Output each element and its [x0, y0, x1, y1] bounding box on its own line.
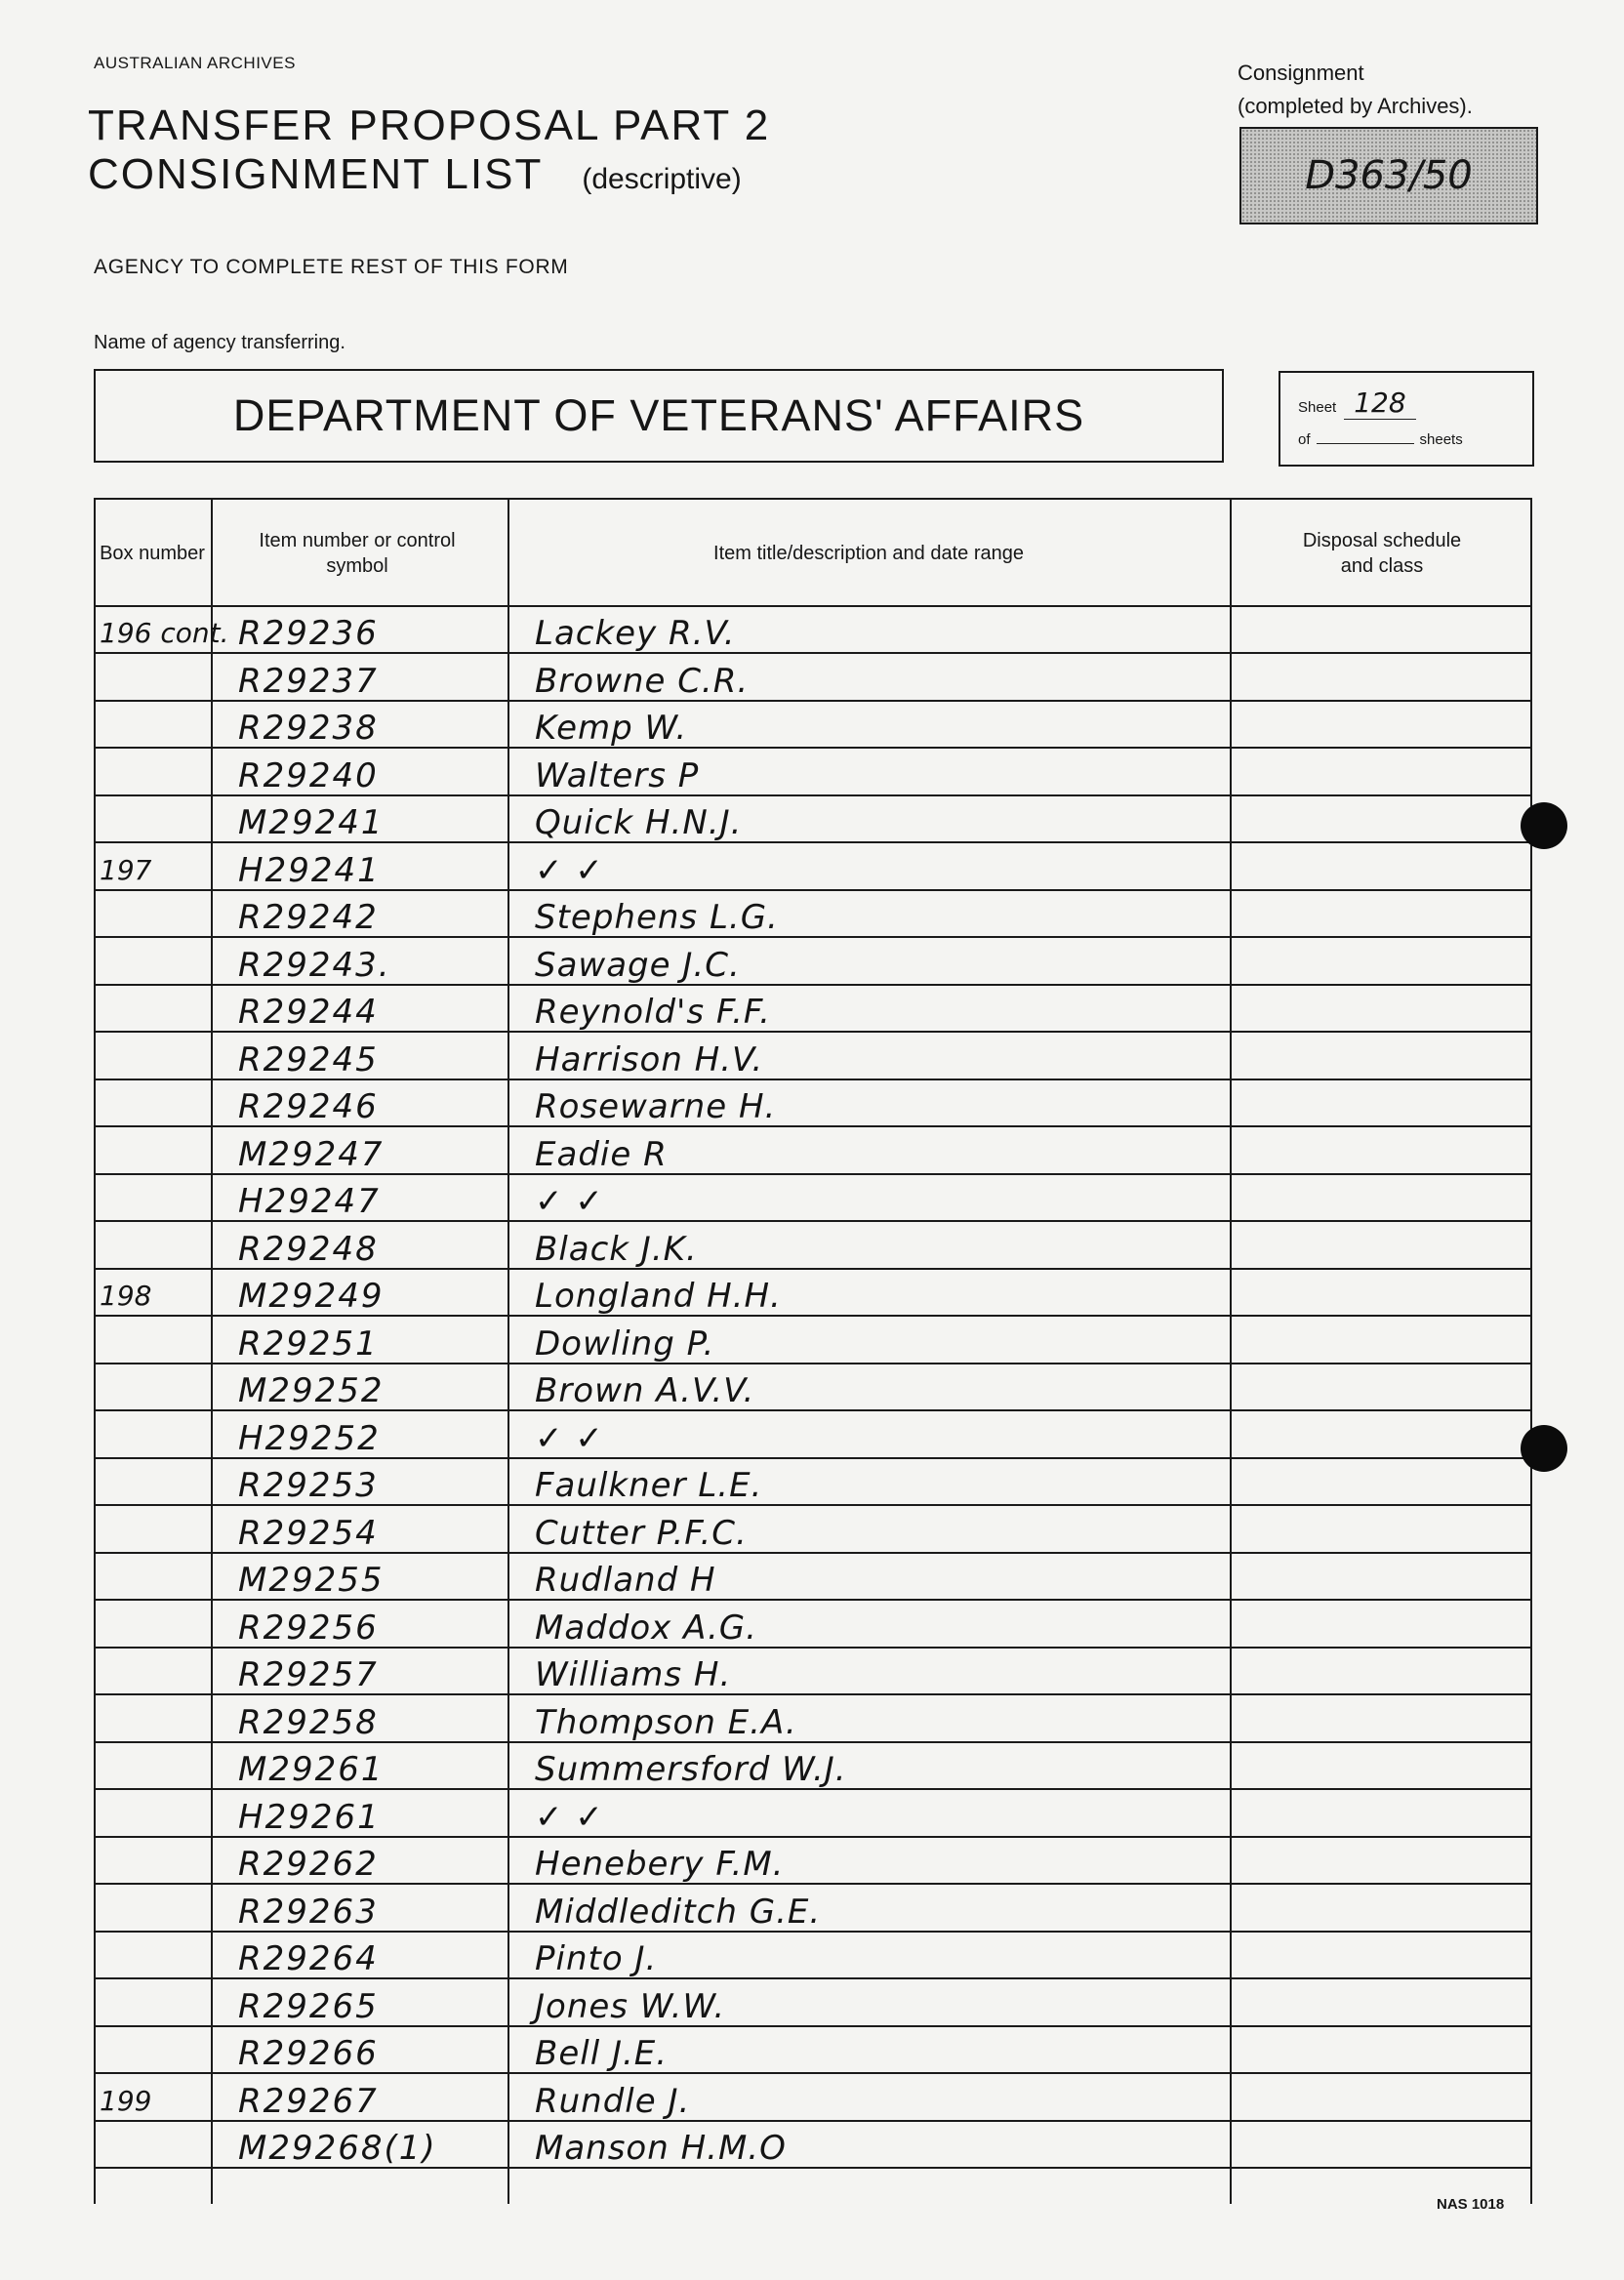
table-row [94, 1791, 1532, 1838]
table-row [94, 2075, 1532, 2122]
row-disposal [1230, 1128, 1522, 1175]
consignment-label-block [1238, 57, 1473, 123]
punch-hole [1521, 1425, 1567, 1472]
table-row [94, 1080, 1532, 1127]
row-item-title: Lackey R.V. [535, 614, 736, 653]
row-item-title: Harrison H.V. [535, 1039, 764, 1079]
table-row [94, 844, 1532, 891]
form-title [88, 102, 770, 204]
row-item-title: Quick H.N.J. [535, 803, 743, 842]
table-header [94, 498, 1532, 607]
form-code: NAS 1018 [1437, 2196, 1505, 2213]
row-disposal [1230, 1507, 1522, 1554]
row-item-title: Rudland H [535, 1561, 716, 1600]
consignment-note: (completed by Archives). [1238, 94, 1473, 118]
row-box-number [100, 1080, 207, 1127]
row-box-number: 197 [100, 853, 152, 886]
row-box-number [100, 2027, 207, 2074]
form-title-line2: CONSIGNMENT LIST [88, 150, 544, 198]
sheet-label: Sheet [1298, 399, 1337, 416]
row-item-title: Middleditch G.E. [535, 1892, 822, 1932]
table-row [94, 702, 1532, 749]
agency-name-box [94, 369, 1224, 463]
consignment-number-box [1239, 127, 1538, 224]
row-box-number [100, 891, 207, 938]
row-item-number: R29242 [238, 898, 379, 937]
row-item-title: Sawage J.C. [535, 945, 741, 985]
table-row [94, 891, 1532, 938]
form-title-sub: (descriptive) [582, 163, 742, 195]
table-row [94, 1838, 1532, 1885]
row-item-number: R29256 [238, 1608, 379, 1648]
row-disposal [1230, 1223, 1522, 1270]
row-disposal [1230, 2122, 1522, 2169]
table-row [94, 1696, 1532, 1743]
row-disposal [1230, 986, 1522, 1033]
table-row [94, 607, 1532, 654]
row-item-title: Longland H.H. [535, 1277, 782, 1316]
agency-name-label: Name of agency transferring. [94, 332, 345, 353]
table-row [94, 1459, 1532, 1506]
row-disposal [1230, 1649, 1522, 1695]
row-item-number: M29249 [238, 1277, 385, 1316]
consignment-number: D363/50 [1305, 153, 1473, 198]
table-row [94, 796, 1532, 843]
row-item-title: Reynold's F.F. [535, 993, 771, 1032]
row-disposal [1230, 1034, 1522, 1080]
row-item-title: Thompson E.A. [535, 1702, 797, 1742]
row-item-number: H29261 [238, 1797, 381, 1837]
row-box-number [100, 1412, 207, 1459]
row-box-number [100, 1554, 207, 1601]
table-row [94, 1223, 1532, 1270]
row-item-number: R29262 [238, 1845, 379, 1884]
table-row [94, 1554, 1532, 1601]
row-disposal [1230, 1886, 1522, 1933]
row-item-number: R29265 [238, 1986, 379, 2026]
row-item-number: M29255 [238, 1561, 385, 1600]
row-item-title: Eadie R [535, 1134, 668, 1174]
table-row [94, 1364, 1532, 1411]
row-item-title: Pinto J. [535, 1939, 658, 1978]
row-item-number: R29263 [238, 1892, 379, 1932]
of-label: of [1298, 431, 1311, 448]
row-box-number [100, 796, 207, 843]
table-row [94, 1886, 1532, 1933]
row-item-number: M29252 [238, 1371, 385, 1410]
row-box-number [100, 939, 207, 986]
column-header-box: Box number [100, 543, 205, 564]
row-disposal [1230, 1318, 1522, 1364]
row-box-number [100, 1223, 207, 1270]
table-row [94, 2027, 1532, 2074]
row-disposal [1230, 1933, 1522, 1979]
row-box-number [100, 1980, 207, 2027]
row-item-number: R29248 [238, 1229, 379, 1269]
table-row [94, 1602, 1532, 1649]
row-item-title: Brown A.V.V. [535, 1371, 755, 1410]
row-box-number [100, 1602, 207, 1649]
row-disposal [1230, 1602, 1522, 1649]
row-item-number: M29268(1) [238, 2129, 437, 2168]
table-row [94, 986, 1532, 1033]
row-disposal [1230, 2075, 1522, 2122]
table-row [94, 1649, 1532, 1695]
row-box-number: 196 cont. [100, 617, 229, 649]
row-item-title: ✓ ✓ [535, 1797, 604, 1837]
sheet-number: 128 [1344, 387, 1415, 420]
row-disposal [1230, 1270, 1522, 1317]
sheets-blank [1317, 443, 1414, 444]
row-item-title: Henebery F.M. [535, 1845, 785, 1884]
row-item-title: Browne C.R. [535, 661, 750, 701]
row-box-number [100, 1175, 207, 1222]
row-disposal [1230, 844, 1522, 891]
table-row [94, 1270, 1532, 1317]
table-row [94, 1980, 1532, 2027]
row-item-number: R29253 [238, 1466, 379, 1505]
row-item-number: R29243. [238, 945, 391, 985]
row-item-number: R29244 [238, 993, 379, 1032]
row-box-number [100, 1364, 207, 1411]
table-row [94, 655, 1532, 702]
row-disposal [1230, 1412, 1522, 1459]
row-item-number: R29236 [238, 614, 379, 653]
row-disposal [1230, 939, 1522, 986]
table-row [94, 939, 1532, 986]
table-row [94, 1412, 1532, 1459]
row-box-number [100, 986, 207, 1033]
row-item-title: Stephens L.G. [535, 898, 779, 937]
row-item-number: R29240 [238, 755, 379, 795]
row-box-number [100, 750, 207, 796]
row-item-number: M29261 [238, 1750, 385, 1789]
row-item-number: M29247 [238, 1134, 385, 1174]
row-box-number [100, 1933, 207, 1979]
row-box-number [100, 1507, 207, 1554]
row-box-number [100, 1886, 207, 1933]
consignment-label: Consignment [1238, 61, 1364, 85]
row-item-number: R29245 [238, 1039, 379, 1079]
row-disposal [1230, 655, 1522, 702]
table-row [94, 1743, 1532, 1790]
row-item-number: M29241 [238, 803, 385, 842]
row-item-title: ✓ ✓ [535, 850, 604, 890]
row-disposal [1230, 1791, 1522, 1838]
row-disposal [1230, 1554, 1522, 1601]
row-item-number: R29251 [238, 1323, 379, 1364]
column-header-disposal: Disposal schedule and class [1302, 530, 1462, 577]
sheets-label: sheets [1419, 431, 1463, 448]
column-header-title: Item title/description and date range [713, 543, 1024, 564]
row-box-number [100, 1034, 207, 1080]
row-disposal [1230, 1364, 1522, 1411]
row-box-number: 199 [100, 2084, 152, 2117]
row-item-number: R29258 [238, 1702, 379, 1742]
table-row [94, 1507, 1532, 1554]
row-item-title: Manson H.M.O [535, 2129, 787, 2168]
agency-instruction: AGENCY TO COMPLETE REST OF THIS FORM [94, 256, 569, 278]
row-box-number [100, 1459, 207, 1506]
row-disposal [1230, 607, 1522, 654]
row-item-title: ✓ ✓ [535, 1182, 604, 1221]
row-disposal [1230, 1838, 1522, 1885]
table-row [94, 1175, 1532, 1222]
row-item-number: H29241 [238, 850, 381, 890]
row-item-number: R29257 [238, 1655, 379, 1694]
row-disposal [1230, 1743, 1522, 1790]
row-item-title: Rundle J. [535, 2081, 691, 2121]
row-item-title: Black J.K. [535, 1229, 698, 1269]
row-disposal [1230, 1459, 1522, 1506]
table-row [94, 1933, 1532, 1979]
row-item-number: H29247 [238, 1182, 381, 1221]
row-item-title: Dowling P. [535, 1323, 715, 1364]
row-box-number [100, 1791, 207, 1838]
row-disposal [1230, 796, 1522, 843]
row-item-title: Cutter P.F.C. [535, 1513, 748, 1553]
table-row [94, 1034, 1532, 1080]
table-row [94, 1128, 1532, 1175]
row-box-number: 198 [100, 1280, 152, 1312]
row-box-number [100, 702, 207, 749]
row-box-number [100, 2122, 207, 2169]
row-item-title: Jones W.W. [535, 1986, 726, 2026]
row-item-number: R29238 [238, 709, 379, 748]
row-disposal [1230, 1980, 1522, 2027]
table-row [94, 750, 1532, 796]
row-item-number: R29246 [238, 1087, 379, 1126]
row-box-number [100, 1318, 207, 1364]
punch-hole [1521, 802, 1567, 849]
row-item-title: ✓ ✓ [535, 1418, 604, 1458]
row-item-title: Bell J.E. [535, 2034, 669, 2073]
row-box-number [100, 655, 207, 702]
row-box-number [100, 1743, 207, 1790]
row-item-number: H29252 [238, 1418, 381, 1458]
row-item-number: R29237 [238, 661, 379, 701]
row-item-title: Faulkner L.E. [535, 1466, 763, 1505]
row-item-number: R29264 [238, 1939, 379, 1978]
row-item-title: Maddox A.G. [535, 1608, 757, 1648]
row-item-title: Walters P [535, 755, 700, 795]
row-box-number [100, 1128, 207, 1175]
row-item-title: Kemp W. [535, 709, 688, 748]
sheet-box [1279, 371, 1534, 467]
row-item-title: Williams H. [535, 1655, 732, 1694]
row-disposal [1230, 750, 1522, 796]
row-disposal [1230, 1080, 1522, 1127]
row-disposal [1230, 1696, 1522, 1743]
form-title-line1: TRANSFER PROPOSAL PART 2 [88, 102, 771, 149]
row-box-number [100, 1838, 207, 1885]
archives-agency-label: AUSTRALIAN ARCHIVES [94, 54, 296, 72]
row-item-number: R29254 [238, 1513, 379, 1553]
table-row [94, 1318, 1532, 1364]
row-item-number: R29266 [238, 2034, 379, 2073]
row-item-title: Rosewarne H. [535, 1087, 777, 1126]
table-row [94, 2122, 1532, 2169]
row-box-number [100, 1696, 207, 1743]
row-item-title: Summersford W.J. [535, 1750, 847, 1789]
row-item-number: R29267 [238, 2081, 379, 2121]
row-box-number [100, 1649, 207, 1695]
row-disposal [1230, 891, 1522, 938]
row-disposal [1230, 2027, 1522, 2074]
agency-name: DEPARTMENT OF VETERANS' AFFAIRS [232, 390, 1085, 440]
column-header-item: Item number or control symbol [259, 530, 456, 577]
row-disposal [1230, 702, 1522, 749]
row-disposal [1230, 1175, 1522, 1222]
